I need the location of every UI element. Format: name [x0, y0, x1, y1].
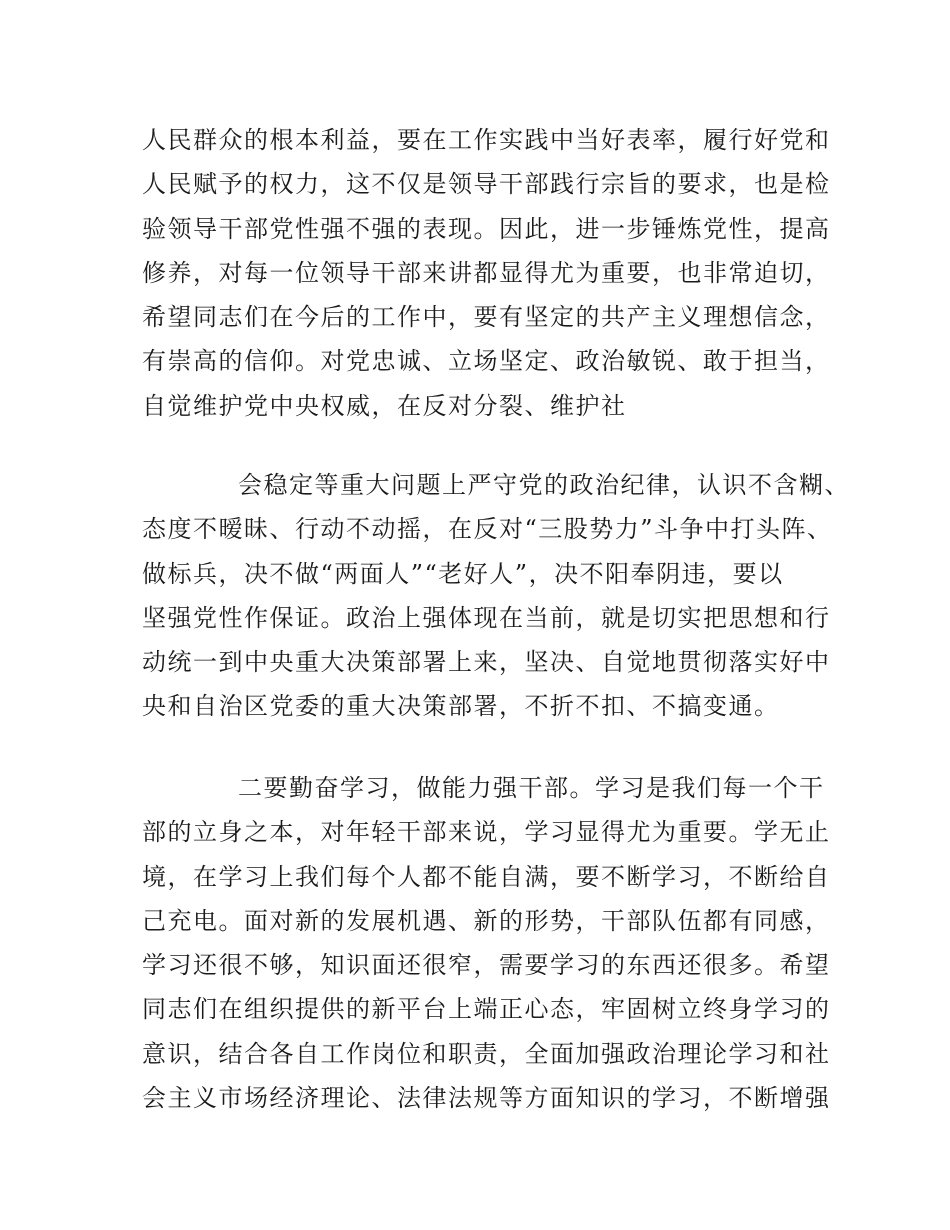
text-line: 坚强党性作保证。政治上强体现在当前，就是切实把思想和行 [142, 603, 831, 632]
text-line: 会稳定等重大问题上严守党的政治纪律，认识不含糊、 [238, 471, 850, 499]
text-line: 态度不暧昧、行动不动摇，在反对“三股势力”斗争中打头阵、 [142, 515, 833, 544]
text-line: 部的立身之本，对年轻干部来说，学习显得尤为重要。学无止 [142, 818, 831, 847]
paragraph-3 [142, 766, 842, 1120]
text-line: 自觉维护党中央权威，在反对分裂、维护社 [142, 391, 627, 420]
text-line: 希望同志们在今后的工作中，要有坚定的共产主义理想信念， [142, 303, 831, 332]
text-line: 学习还很不够，知识面还很窄，需要学习的东西还很多。希望 [142, 951, 831, 980]
text-line: 有崇高的信仰。对党忠诚、立场坚定、政治敏锐、敢于担当， [142, 347, 831, 376]
text-line: 验领导干部党性强不强的表现。因此，进一步锤炼党性，提高 [142, 214, 831, 243]
text-line: 修养，对每一位领导干部来讲都显得尤为重要，也非常迫切， [142, 258, 831, 287]
text-line: 己充电。面对新的发展机遇、新的形势，干部队伍都有同感， [142, 906, 831, 935]
text-line: 人民群众的根本利益，要在工作实践中当好表率，履行好党和 [142, 126, 831, 154]
paragraph-1 [142, 118, 842, 428]
text-line: 同志们在组织提供的新平台上端正心态，牢固树立终身学习的 [142, 995, 831, 1024]
text-line: 人民赋予的权力，这不仅是领导干部践行宗旨的要求，也是检 [142, 170, 831, 199]
text-line: 央和自治区党委的重大决策部署，不折不扣、不搞变通。 [142, 692, 780, 721]
text-line: 意识，结合各自工作岗位和职责，全面加强政治理论学习和社 [142, 1039, 831, 1068]
text-line: 境，在学习上我们每个人都不能自满，要不断学习，不断给自 [142, 862, 831, 891]
text-line: 动统一到中央重大决策部署上来，坚决、自觉地贯彻落实好中 [142, 648, 831, 677]
paragraph-2 [142, 463, 850, 729]
text-line: 做标兵，决不做“两面人”“老好人”，决不阳奉阴违，要以 [142, 559, 784, 588]
text-line: 二要勤奋学习，做能力强干部。学习是我们每一个干 [238, 774, 825, 802]
text-line: 会主义市场经济理论、法律法规等方面知识的学习，不断增强 [142, 1084, 831, 1113]
